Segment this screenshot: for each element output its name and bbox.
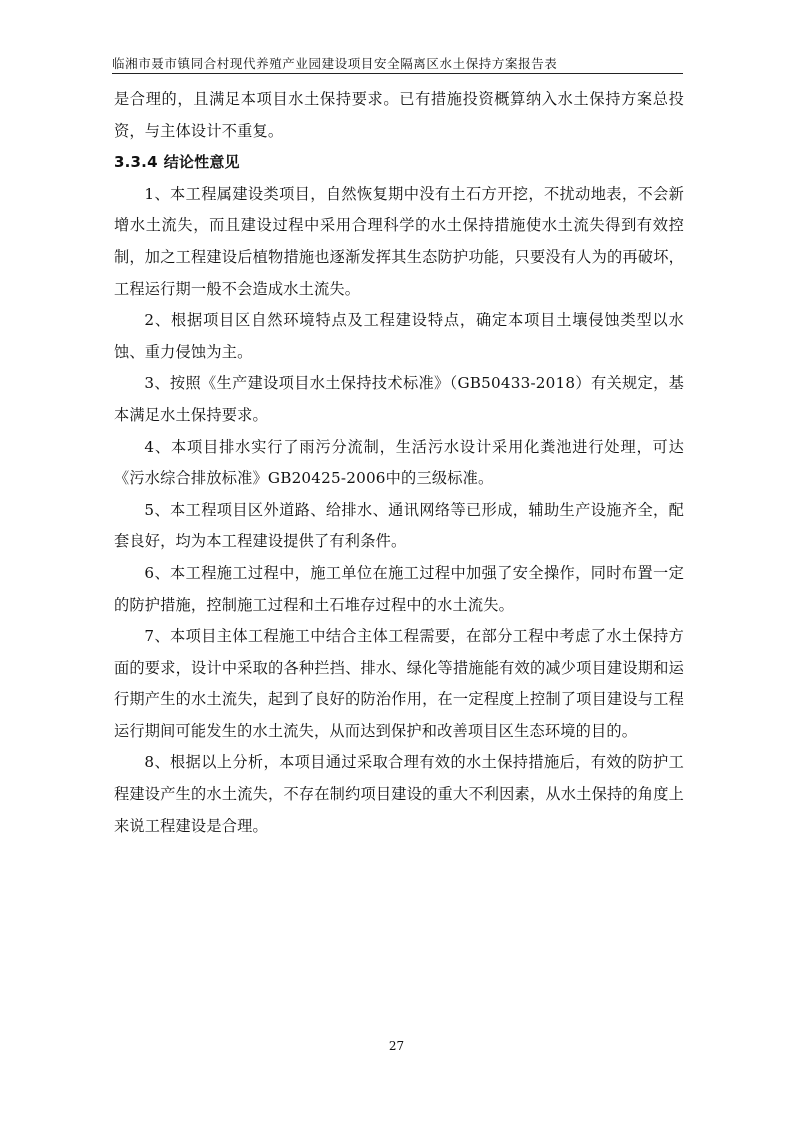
paragraph-6: 6、本工程施工过程中，施工单位在施工过程中加强了安全操作，同时布置一定的防护措施，控制施工过程和土石堆存过程中的水土流失。 (114, 563, 684, 614)
paragraph-7: 7、本项目主体工程施工中结合主体工程需要，在部分工程中考虑了水土保持方面的要求，设计中采取的各种拦挡、排水、绿化等措施能有效的减少项目建设期和运行期产生的水土流失，起到了良好的防治作用，在一定程度上控制了项目建设与工程运行期间可能发生的水土流失，从而达到保护和改善项目区生态环境的目的。 (114, 627, 684, 740)
paragraph-8: 8、根据以上分析，本项目通过采取合理有效的水土保持措施后，有效的防护工程建设产生的水土流失，不存在制约项目建设的重大不利因素，从水土保持的角度上来说工程建设是合理。 (114, 753, 684, 835)
paragraph-1: 1、本工程属建设类项目，自然恢复期中没有土石方开挖，不扰动地表，不会新增水土流失，而且建设过程中采用合理科学的水土保持措施使水土流失得到有效控制，加之工程建设后植物措施也逐渐发挥其生态防护功能，只要没有人为的再破坏，工程运行期一般不会造成水土流失。 (114, 184, 684, 298)
page-number: 27 (388, 1039, 405, 1053)
section-number: 3.3.4 (114, 153, 158, 172)
continuation-paragraph: 是合理的，且满足本项目水土保持要求。已有措施投资概算纳入水土保持方案总投资，与主体设计不重复。 (114, 90, 684, 140)
paragraph-5: 5、本工程项目区外道路、给排水、通讯网络等已形成，辅助生产设施齐全，配套良好，均为本工程建设提供了有利条件。 (114, 500, 684, 551)
document-body (114, 84, 684, 842)
paragraph-4: 4、本项目排水实行了雨污分流制，生活污水设计采用化粪池进行处理，可达《污水综合排放标准》GB20425-2006中的三级标准。 (114, 437, 684, 488)
section-title: 结论性意见 (163, 153, 240, 172)
paragraph-2: 2、根据项目区自然环境特点及工程建设特点，确定本项目土壤侵蚀类型以水蚀、重力侵蚀为主。 (114, 311, 684, 361)
header-divider (112, 73, 683, 74)
paragraph-3: 3、按照《生产建设项目水土保持技术标准》（GB50433-2018）有关规定，基本满足水土保持要求。 (114, 374, 684, 424)
section-heading (114, 147, 684, 179)
page-header: 临湘市聂市镇同合村现代养殖产业园建设项目安全隔离区水土保持方案报告表 (112, 56, 558, 71)
